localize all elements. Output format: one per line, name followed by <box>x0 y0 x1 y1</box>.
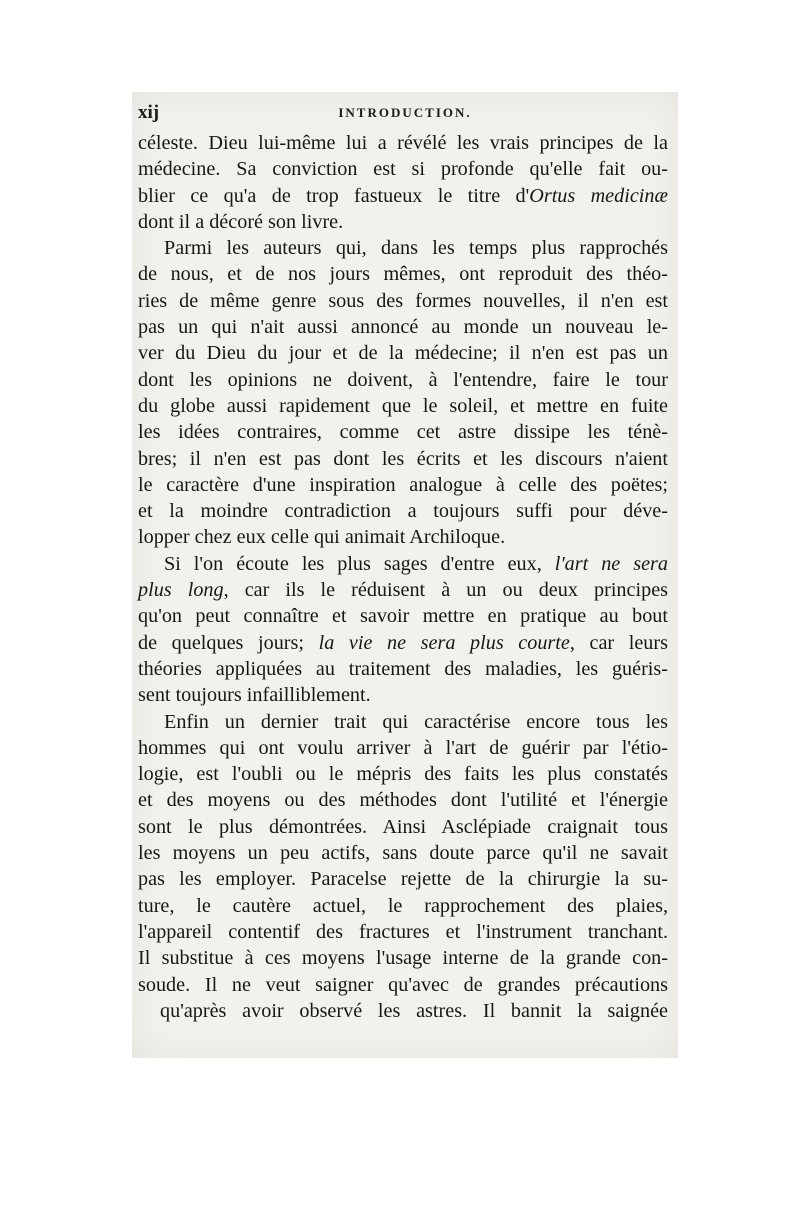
text-run: Il substitue à ces moyens l'usage interne de la grande con- <box>138 947 668 970</box>
text-line <box>138 209 668 235</box>
text-line <box>138 261 668 287</box>
text-run: blier ce qu'a de trop fastueux le titre d' <box>138 184 530 207</box>
text-line <box>138 709 668 735</box>
text-line <box>138 235 668 261</box>
body-text <box>138 130 668 1024</box>
italic-run: plus long <box>138 579 224 602</box>
text-run: , car leurs <box>569 631 668 654</box>
text-run: logie, est l'oubli ou le mépris des faits les plus constatés <box>138 763 668 786</box>
text-line <box>138 340 668 366</box>
text-run: sent toujours infailliblement. <box>138 684 371 707</box>
text-line <box>138 419 668 445</box>
text-run: hommes qui ont voulu arriver à l'art de guérir par l'étio- <box>138 736 668 759</box>
text-run: et la moindre contradiction a toujours suffi pour déve- <box>138 500 668 523</box>
text-line <box>138 840 668 866</box>
text-line <box>138 183 668 209</box>
text-line <box>138 972 668 998</box>
text-line <box>138 945 668 971</box>
text-run: Enfin un dernier trait qui caractérise encore tous les <box>164 710 668 733</box>
page-number: xij <box>138 102 160 123</box>
text-line <box>138 577 668 603</box>
text-run: de nous, et de nos jours mêmes, ont reproduit des théo- <box>138 263 668 286</box>
text-line <box>138 735 668 761</box>
text-line <box>138 498 668 524</box>
text-run: dont il a décoré son livre. <box>138 210 344 233</box>
text-line <box>138 446 668 472</box>
text-run: ver du Dieu du jour et de la médecine; il n'en est pas un <box>138 342 668 365</box>
running-head: INTRODUCTION. <box>338 105 472 120</box>
italic-run: l'art ne sera <box>554 552 668 575</box>
text-run: le caractère d'une inspiration analogue à celle des poëtes; <box>138 473 668 496</box>
text-run: qu'on peut connaître et savoir mettre en pratique au bout <box>138 605 668 628</box>
italic-run: la vie ne sera plus courte <box>318 631 570 654</box>
text-line <box>138 393 668 419</box>
text-run: de quelques jours; <box>138 631 319 654</box>
text-run: bres; il n'en est pas dont les écrits et les discours n'aient <box>138 447 668 470</box>
text-line <box>138 919 668 945</box>
italic-run: Ortus medicinæ <box>529 184 668 207</box>
text-run: médecine. Sa conviction est si profonde qu'elle fait ou- <box>138 158 668 181</box>
text-run: théories appliquées au traitement des maladies, les guéris- <box>138 657 668 680</box>
text-line <box>138 866 668 892</box>
text-line <box>138 130 668 156</box>
text-line <box>138 156 668 182</box>
text-run: Parmi les auteurs qui, dans les temps plus rapprochés <box>164 237 668 260</box>
text-line <box>138 524 668 550</box>
text-run: les idées contraires, comme cet astre dissipe les ténè- <box>138 421 668 444</box>
text-run: dont les opinions ne doivent, à l'entendre, faire le tour <box>138 368 668 391</box>
text-line <box>138 630 668 656</box>
text-line <box>138 787 668 813</box>
text-line <box>138 603 668 629</box>
text-line <box>138 314 668 340</box>
text-line <box>138 893 668 919</box>
text-line <box>138 367 668 393</box>
text-run: pas les employer. Paracelse rejette de la chirurgie la su- <box>138 868 668 891</box>
text-run: , car ils le réduisent à un ou deux principes <box>223 579 669 602</box>
text-run: soude. Il ne veut saigner qu'avec de grandes précautions <box>138 973 668 996</box>
text-run: ture, le cautère actuel, le rapprochement des plaies, <box>138 894 668 917</box>
page-header <box>132 102 678 126</box>
text-line <box>138 761 668 787</box>
text-line <box>138 998 668 1024</box>
text-run: sont le plus démontrées. Ainsi Asclépiade craignait tous <box>138 815 668 838</box>
text-run: lopper chez eux celle qui animait Archiloque. <box>138 526 506 549</box>
text-line <box>138 472 668 498</box>
text-run: et des moyens ou des méthodes dont l'utilité et l'énergie <box>138 789 668 812</box>
text-run: céleste. Dieu lui-même lui a révélé les vrais principes de la <box>138 132 668 154</box>
text-line <box>138 656 668 682</box>
text-run: du globe aussi rapidement que le soleil, et mettre en fuite <box>138 394 668 417</box>
text-run: qu'après avoir observé les astres. Il bannit la saignée <box>160 999 668 1022</box>
scanned-page <box>132 92 678 1058</box>
text-line <box>138 551 668 577</box>
text-run: les moyens un peu actifs, sans doute parce qu'il ne savait <box>138 842 668 865</box>
text-run: l'appareil contentif des fractures et l'instrument tranchant. <box>138 920 668 943</box>
text-line <box>138 814 668 840</box>
text-line <box>138 682 668 708</box>
text-run: Si l'on écoute les plus sages d'entre eux, <box>164 552 555 575</box>
text-run: ries de même genre sous des formes nouvelles, il n'en est <box>138 289 668 312</box>
text-line <box>138 288 668 314</box>
text-run: pas un qui n'ait aussi annoncé au monde un nouveau le- <box>138 316 668 339</box>
